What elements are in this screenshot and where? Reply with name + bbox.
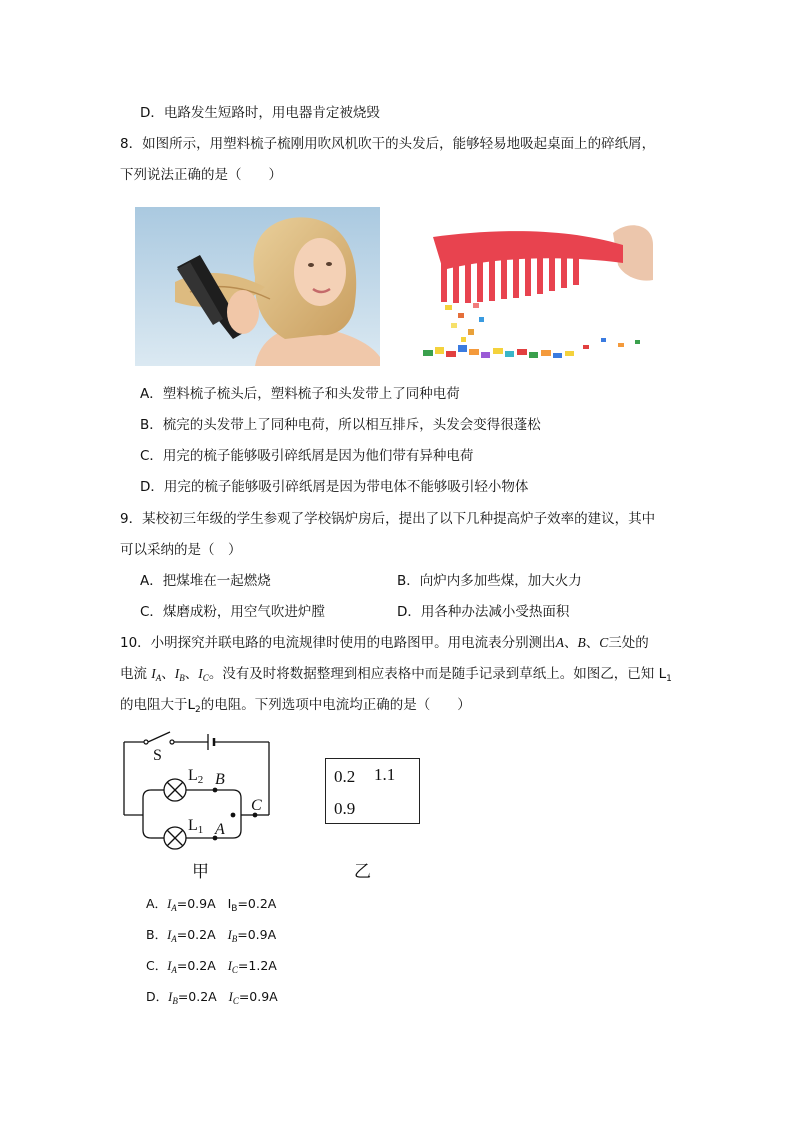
circuit-diagram <box>118 728 278 856</box>
q8-option-b: B．梳完的头发带上了同种电荷，所以相互排斥，头发会变得很蓬松 <box>140 417 541 433</box>
q8-stem-line1: 8．如图所示，用塑料梳子梳刚用吹风机吹干的头发后，能够轻易地吸起桌面上的碎纸屑， <box>120 136 656 152</box>
q9-stem-line2: 可以采纳的是（ ） <box>120 542 242 558</box>
reading-0-2: 0.2 <box>334 767 356 786</box>
q10-option-d: D．$I_B=0.2A$ $I_C=0.9A$ <box>146 989 278 1006</box>
circuit-caption: 甲 <box>192 862 209 882</box>
q10-option-a: A．$I_A=0.9A$ $I_B=0.2A$ <box>146 896 277 914</box>
q9-option-a: A．把煤堆在一起燃烧 <box>140 573 271 589</box>
q9-stem-line1: 9．某校初三年级的学生参观了学校锅炉房后，提出了以下几种提高炉子效率的建议，其中 <box>120 511 656 527</box>
reading-1-1: 1.1 <box>374 765 396 784</box>
q9-option-b: B．向炉内多加些煤，加大火力 <box>397 573 582 589</box>
woman-combing-hair-photo <box>135 207 380 366</box>
point-b-label: B <box>215 771 225 788</box>
q8-option-c: C．用完的梳子能够吸引碎纸屑是因为他们带有异种电荷 <box>140 448 474 464</box>
switch-label: S <box>153 747 162 764</box>
point-a-label: A <box>215 821 225 838</box>
point-c-label: C <box>251 797 262 814</box>
q7-option-d: D．电路发生短路时，用电器肯定被烧毁 <box>140 105 380 121</box>
table-caption: 乙 <box>354 862 371 882</box>
q8-stem-line2: 下列说法正确的是（ ） <box>120 167 282 183</box>
q8-option-d: D．用完的梳子能够吸引碎纸屑是因为带电体不能够吸引轻小物体 <box>140 479 529 495</box>
reading-0-9: 0.9 <box>334 799 356 818</box>
lamp-l1-label: L1 <box>188 817 204 836</box>
q8-option-a: A．塑料梳子梳头后，塑料梳子和头发带上了同种电荷 <box>140 386 460 402</box>
q10-option-b: B．$I_A=0.2A$ $I_B=0.9A$ <box>146 927 277 944</box>
q10-option-c: C．$I_A=0.2A$ $I_C=1.2A$ <box>146 958 277 975</box>
q10-stem-line3: 的电阻大于$L_2$的电阻。下列选项中电流均正确的是（ ） <box>120 697 471 715</box>
q10-stem-line2: 电流 $I_A$、$I_B$、$I_C$。没有及时将数据整理到相应表格中而是随手记录到草纸上。如图乙，已知 $L_1$ <box>120 666 672 684</box>
q9-option-d: D．用各种办法减小受热面积 <box>397 604 570 620</box>
comb-attracting-paper-photo <box>413 205 653 366</box>
lamp-l2-label: L2 <box>188 767 204 786</box>
q10-stem-line1: 10．小明探究并联电路的电流规律时使用的电路图甲。用电流表分别测出A、B、C三处的 <box>120 635 649 651</box>
q9-option-c: C．煤磨成粉，用空气吹进炉膛 <box>140 604 325 620</box>
